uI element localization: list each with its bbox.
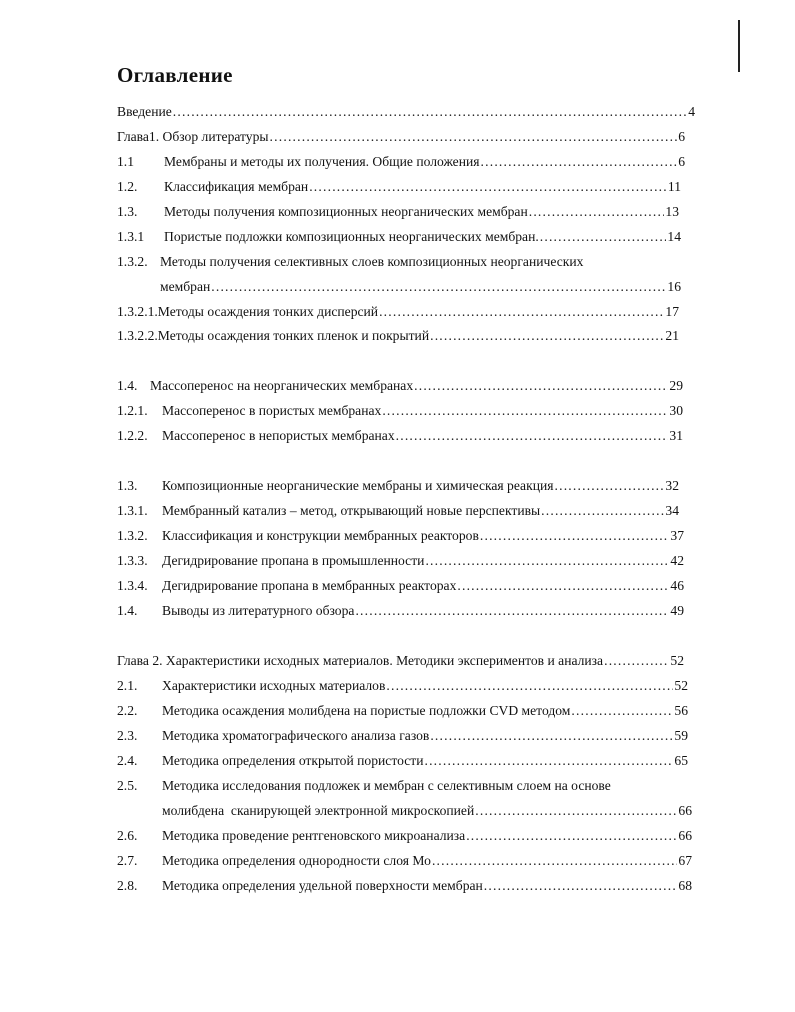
toc-entry-chapter-1[interactable] [117, 129, 695, 145]
toc-label: Методы осаждения тонких дисперсий [157, 304, 379, 319]
leader-dots [379, 304, 664, 320]
leader-dots [540, 229, 667, 245]
toc-number: 2.8. [117, 878, 138, 893]
toc-label-continued: мембран [160, 279, 211, 294]
toc-label: Массоперенос на неорганических мембранах [150, 378, 414, 393]
toc-label: Массоперенос в пористых мембранах [162, 403, 382, 418]
leader-dots [555, 478, 665, 494]
leader-dots [604, 653, 669, 669]
leader-dots [475, 803, 677, 819]
toc-number: 1.2. [117, 179, 138, 194]
toc-number: 2.2. [117, 703, 138, 718]
leader-dots [529, 204, 665, 220]
toc-entry[interactable] [117, 204, 695, 220]
toc-entry[interactable] [117, 553, 695, 569]
leader-dots [355, 603, 669, 619]
leader-dots [425, 553, 669, 569]
toc-label: Композиционные неорганические мембраны и химическая реакция [162, 478, 554, 493]
toc-number: 1.2.2. [117, 428, 148, 443]
toc-number: 1.3. [117, 478, 138, 493]
toc-label: Дегидрирование пропана в мембранных реакторах [162, 578, 457, 593]
toc-entry[interactable] [117, 528, 695, 544]
toc-page: 16 [667, 279, 681, 294]
toc-number: 1.4. [117, 378, 138, 393]
toc-number: 2.3. [117, 728, 138, 743]
toc-entry[interactable] [117, 603, 695, 619]
toc-label: Дегидрирование пропана в промышленности [162, 553, 425, 568]
toc-label: Мембраны и методы их получения. Общие положения [164, 154, 480, 169]
toc-number: 1.3. [117, 204, 138, 219]
toc-number: 2.4. [117, 753, 138, 768]
toc-entry[interactable] [117, 753, 695, 769]
toc-page: 59 [674, 728, 688, 743]
leader-dots [430, 728, 673, 744]
toc-number: 2.6. [117, 828, 138, 843]
toc-number: 1.4. [117, 603, 138, 618]
toc-entry[interactable] [117, 154, 695, 170]
leader-dots [414, 378, 668, 394]
leader-dots [571, 703, 673, 719]
leader-dots [541, 503, 664, 519]
toc-label: Мембранный катализ – метод, открывающий новые перспективы [162, 503, 541, 518]
toc-page: 52 [674, 678, 688, 693]
toc-label: Выводы из литературного обзора [162, 603, 355, 618]
toc-entry-multiline-first[interactable] [117, 778, 695, 794]
toc-label: Глава 2. Характеристики исходных материалов. Методики экспериментов и анализа [117, 653, 604, 668]
toc-entry[interactable] [117, 328, 695, 344]
toc-page: 29 [669, 378, 683, 393]
toc-label: Методы получения селективных слоев композиционных неорганических [160, 254, 584, 269]
toc-label: Классификация мембран [164, 179, 309, 194]
toc-page: 17 [665, 304, 679, 319]
toc-label: Массоперенос в непористых мембранах [162, 428, 395, 443]
toc-number: 1.1 [117, 154, 134, 169]
toc-page: 6 [678, 154, 685, 169]
toc-label: Методика проведение рентгеновского микроанализа [162, 828, 466, 843]
toc-page: 65 [674, 753, 688, 768]
toc-page: 66 [678, 828, 692, 843]
toc-entry[interactable] [117, 728, 695, 744]
toc-number: 1.3.2.2. [117, 328, 158, 343]
leader-dots [173, 104, 687, 120]
leader-dots [424, 753, 673, 769]
toc-entry[interactable] [117, 703, 695, 719]
toc-label: Методика исследования подложек и мембран с селективным слоем на основе [162, 778, 611, 793]
toc-number: 1.3.2. [117, 254, 148, 269]
toc-entry[interactable] [117, 478, 695, 494]
toc-label: Методика определения удельной поверхности мембран [162, 878, 483, 893]
toc-label: Введение [117, 104, 172, 119]
toc-entry[interactable] [117, 304, 695, 320]
toc-page: 52 [670, 653, 684, 668]
toc-entry[interactable] [117, 378, 695, 394]
toc-number: 2.7. [117, 853, 138, 868]
toc-number: 1.3.2. [117, 528, 148, 543]
toc-label: Классификация и конструкции мембранных реакторов [162, 528, 479, 543]
leader-dots [432, 853, 677, 869]
toc-page: 14 [667, 229, 681, 244]
toc-page: 31 [669, 428, 683, 443]
toc-page: 4 [688, 104, 695, 119]
toc-number: 1.2.1. [117, 403, 148, 418]
toc-entry-multiline-second[interactable] [162, 803, 692, 819]
leader-dots [211, 279, 666, 295]
toc-page: 49 [670, 603, 684, 618]
leader-dots [430, 328, 664, 344]
scan-artifact-line [738, 20, 740, 72]
toc-label: Методика определения однородности слоя Мо [162, 853, 431, 868]
toc-label: Методы получения композиционных неорганических мембран [164, 204, 528, 219]
leader-dots [457, 578, 669, 594]
toc-label: Методика определения открытой пористости [162, 753, 424, 768]
leader-dots [466, 828, 677, 844]
toc-entry[interactable] [117, 403, 695, 419]
toc-page: 30 [669, 403, 683, 418]
toc-label: Пористые подложки композиционных неорганических мембран. [164, 229, 539, 244]
toc-label: Глава1. Обзор литературы [117, 129, 269, 144]
toc-entry-chapter-2[interactable] [117, 653, 695, 669]
toc-page: 42 [670, 553, 684, 568]
toc-page: 68 [678, 878, 692, 893]
toc-page: 66 [678, 803, 692, 818]
page-title: Оглавление [117, 63, 233, 87]
toc-page: 67 [678, 853, 692, 868]
toc-number: 1.3.1 [117, 229, 145, 244]
toc-label: Методика осаждения молибдена на пористые подложки CVD методом [162, 703, 571, 718]
toc-entry[interactable] [117, 828, 692, 844]
leader-dots [386, 678, 673, 694]
toc-page: 11 [667, 179, 681, 194]
toc-entry-multiline-second[interactable] [160, 279, 695, 295]
toc-page: 13 [665, 204, 679, 219]
leader-dots [270, 129, 678, 145]
toc-label: Характеристики исходных материалов [162, 678, 386, 693]
toc-entry[interactable] [117, 229, 695, 245]
toc-number: 1.3.1. [117, 503, 148, 518]
leader-dots [481, 154, 678, 170]
leader-dots [382, 403, 668, 419]
toc-label: Методика хроматографического анализа газов [162, 728, 430, 743]
toc-number: 1.3.4. [117, 578, 148, 593]
toc-page: 56 [674, 703, 688, 718]
leader-dots [484, 878, 678, 894]
toc-entry-introduction[interactable] [117, 104, 695, 120]
toc-page: 46 [670, 578, 684, 593]
toc-number: 1.3.3. [117, 553, 148, 568]
toc-page: 21 [665, 328, 679, 343]
toc-entry-multiline-first[interactable] [117, 254, 695, 270]
toc-entry[interactable] [117, 179, 695, 195]
toc-number: 2.1. [117, 678, 138, 693]
toc-number: 2.5. [117, 778, 138, 793]
toc-entry[interactable] [117, 853, 692, 869]
toc-entry[interactable] [117, 578, 695, 594]
leader-dots [480, 528, 670, 544]
toc-page: 32 [665, 478, 679, 493]
toc-number: 1.3.2.1. [117, 304, 158, 319]
toc-page: 6 [678, 129, 685, 144]
toc-page: 34 [665, 503, 679, 518]
toc-entry[interactable] [117, 503, 695, 519]
toc-label: Методы осаждения тонких пленок и покрытий [157, 328, 430, 343]
toc-entry[interactable] [117, 678, 695, 694]
toc-entry[interactable] [117, 878, 692, 894]
toc-page: 37 [670, 528, 684, 543]
leader-dots [309, 179, 667, 195]
toc-entry[interactable] [117, 428, 695, 444]
leader-dots [396, 428, 669, 444]
toc-label-continued: молибдена сканирующей электронной микроскопией [162, 803, 475, 818]
